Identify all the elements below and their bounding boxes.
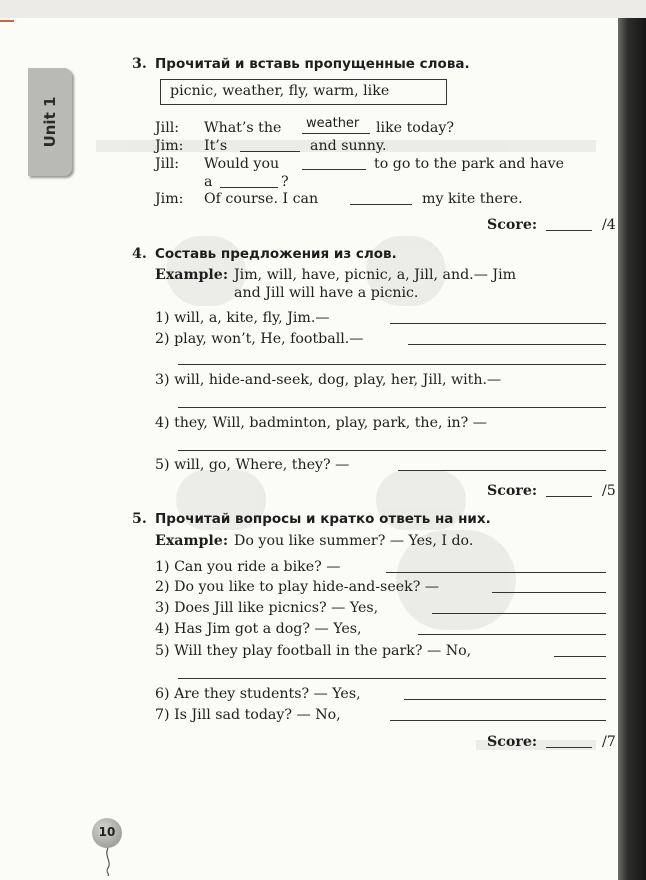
ex5-item: 6) Are they students? — Yes, [155, 686, 361, 702]
score-blank[interactable] [546, 747, 592, 748]
unit-tab [28, 68, 72, 176]
dialogue-text: Of course. I can [204, 191, 319, 207]
score-blank[interactable] [546, 496, 592, 497]
answer-line[interactable] [386, 572, 606, 573]
ex5-item: 5) Will they play football in the park? — No, [155, 643, 472, 659]
ex5-number: 5. [132, 511, 147, 527]
example-text: Do you like summer? — Yes, I do. [234, 533, 474, 549]
dialogue-text: What’s the [204, 120, 282, 136]
book-spine-shadow [618, 18, 646, 880]
answer-blank[interactable] [220, 187, 278, 188]
ex4-item: 2) play, won’t, He, football.— [155, 331, 364, 347]
answer-line[interactable] [178, 678, 606, 679]
answer-line[interactable] [408, 344, 606, 345]
example-label: Example: [155, 267, 229, 283]
score-total: /7 [602, 734, 616, 750]
answer-line[interactable] [390, 720, 606, 721]
answer-line [302, 133, 370, 134]
ex4-number: 4. [132, 246, 147, 262]
dialogue-text: ? [281, 174, 289, 190]
answer-line[interactable] [404, 699, 606, 700]
answer-line[interactable] [178, 407, 606, 408]
answer-blank[interactable] [302, 169, 366, 170]
dialogue-text: and sunny. [310, 138, 387, 154]
score-label: Score: [487, 483, 538, 499]
answer-line[interactable] [178, 450, 606, 451]
ex4-instruction: Составь предложения из слов. [155, 246, 397, 262]
ex4-item: 5) will, go, Where, they? — [155, 457, 350, 473]
dialogue-text: my kite there. [422, 191, 523, 207]
unit-tab-label: Unit 1 [41, 96, 59, 148]
ex3-instruction: Прочитай и вставь пропущенные слова. [155, 56, 470, 72]
page-number: 10 [98, 825, 116, 839]
answer-blank[interactable] [350, 204, 412, 205]
ex5-item: 1) Can you ride a bike? — [155, 559, 341, 575]
dialogue-text: It’s [204, 138, 228, 154]
top-margin [0, 0, 646, 18]
ex5-item: 4) Has Jim got a dog? — Yes, [155, 621, 362, 637]
score-total: /4 [602, 217, 616, 233]
filled-answer-weather: weather [306, 116, 360, 131]
example-text-cont: and Jill will have a picnic. [234, 285, 419, 301]
ex5-item: 2) Do you like to play hide-and-seek? — [155, 579, 440, 595]
dialogue-text: Would you [204, 156, 280, 172]
corner-mark [0, 20, 14, 22]
ex4-item: 3) will, hide-and-seek, dog, play, her, Jill, with.— [155, 372, 502, 388]
answer-blank[interactable] [240, 151, 300, 152]
score-label: Score: [487, 734, 538, 750]
example-text: Jim, will, have, picnic, a, Jill, and.— Jim [234, 267, 517, 283]
score-total: /5 [602, 483, 616, 499]
answer-line[interactable] [178, 364, 606, 365]
score-label: Score: [487, 217, 538, 233]
answer-line[interactable] [390, 323, 606, 324]
dialogue-speaker: Jim: [155, 138, 184, 154]
answer-line[interactable] [492, 592, 606, 593]
dialogue-speaker: Jim: [155, 191, 184, 207]
word-box-text: picnic, weather, fly, warm, like [170, 83, 390, 99]
dialogue-speaker: Jill: [155, 120, 180, 136]
dialogue-text: to go to the park and have [374, 156, 565, 172]
ex5-item: 3) Does Jill like picnics? — Yes, [155, 600, 379, 616]
answer-line[interactable] [398, 470, 606, 471]
ex5-item: 7) Is Jill sad today? — No, [155, 707, 341, 723]
answer-line[interactable] [418, 634, 606, 635]
score-blank[interactable] [546, 230, 592, 231]
answer-line[interactable] [432, 613, 606, 614]
dialogue-text: a [204, 174, 213, 190]
ex5-instruction: Прочитай вопросы и кратко ответь на них. [155, 511, 491, 527]
ex3-number: 3. [132, 56, 147, 72]
example-label: Example: [155, 533, 229, 549]
ex4-item: 1) will, a, kite, fly, Jim.— [155, 310, 330, 326]
dialogue-speaker: Jill: [155, 156, 180, 172]
ex4-item: 4) they, Will, badminton, play, park, the, in? — [155, 415, 487, 431]
dialogue-text: like today? [376, 120, 454, 136]
answer-line[interactable] [554, 656, 606, 657]
page-number-balloon [92, 818, 122, 848]
balloon-string-icon [104, 848, 112, 876]
